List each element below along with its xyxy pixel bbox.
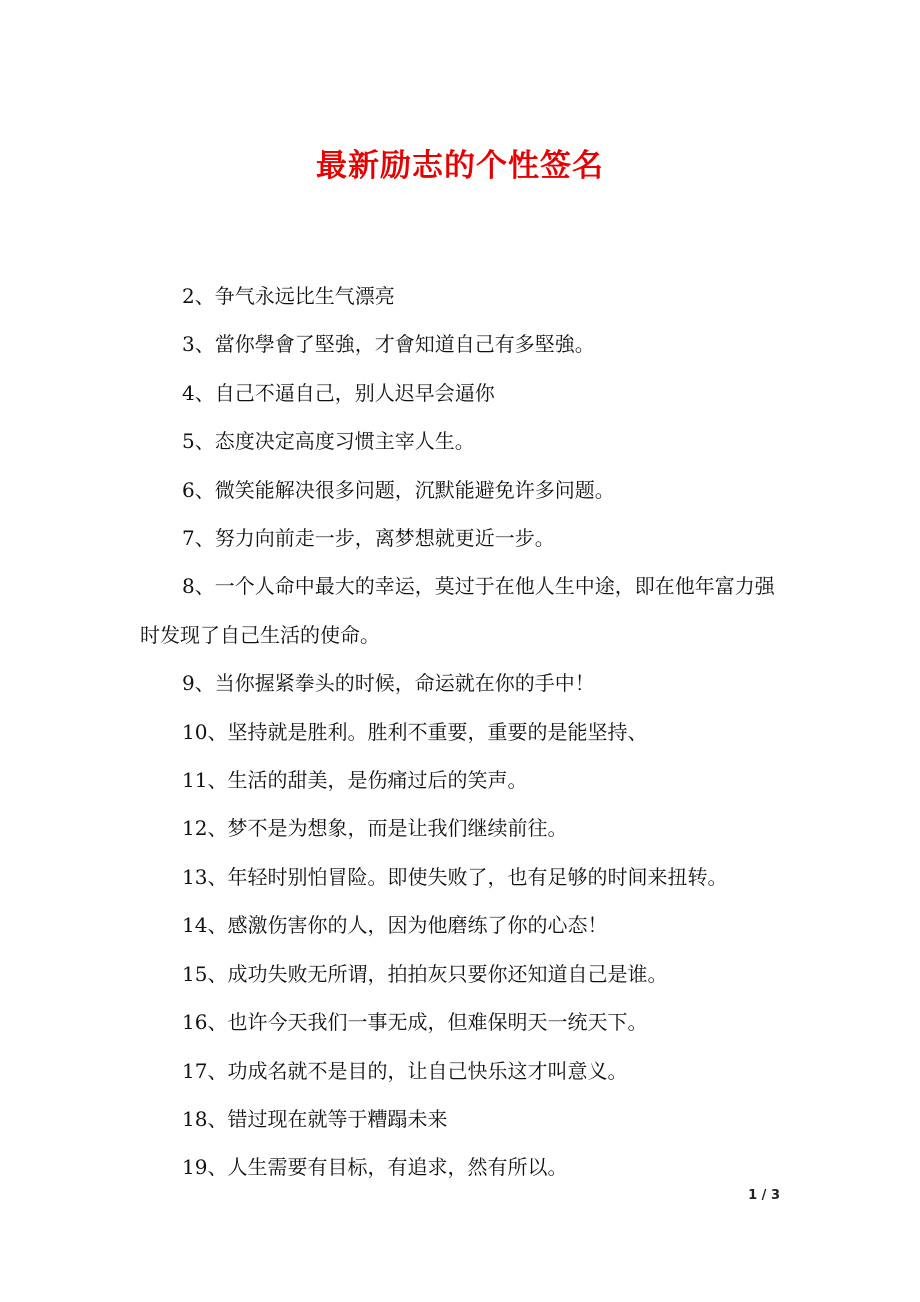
list-item: 13、年轻时别怕冒险。即使失败了，也有足够的时间来扭转。 bbox=[182, 864, 728, 889]
document-body bbox=[140, 272, 790, 1192]
list-item: 15、成功失败无所谓，拍拍灰只要你还知道自己是谁。 bbox=[182, 961, 668, 986]
document-title: 最新励志的个性签名 bbox=[316, 148, 604, 184]
list-item: 10、坚持就是胜利。胜利不重要，重要的是能坚持、 bbox=[182, 719, 648, 744]
list-item: 17、功成名就不是目的，让自己快乐这才叫意义。 bbox=[182, 1058, 628, 1083]
list-item: 7、努力向前走一步，离梦想就更近一步。 bbox=[182, 526, 555, 551]
list-item: 3、當你學會了堅強，才會知道自己有多堅強。 bbox=[182, 332, 595, 357]
list-item: 2、争气永远比生气漂亮 bbox=[182, 284, 395, 308]
list-item: 11、生活的甜美，是伤痛过后的笑声。 bbox=[182, 768, 528, 793]
page-number: 1 / 3 bbox=[748, 1188, 780, 1203]
list-item: 16、也许今天我们一事无成，但难保明天一统天下。 bbox=[182, 1010, 648, 1035]
list-item: 8、一个人命中最大的幸运，莫过于在他人生中途，即在他年富力强时发现了自己生活的使命。 bbox=[140, 574, 775, 647]
list-item: 19、人生需要有目标，有追求，然有所以。 bbox=[182, 1155, 568, 1180]
list-item: 4、自己不逼自己，别人迟早会逼你 bbox=[182, 380, 495, 405]
list-item: 12、梦不是为想象，而是让我们继续前往。 bbox=[182, 816, 568, 841]
list-item: 14、感激伤害你的人，因为他磨练了你的心态！ bbox=[182, 913, 608, 938]
list-item: 6、微笑能解决很多问题，沉默能避免许多问题。 bbox=[182, 477, 615, 502]
list-item: 18、错过现在就等于糟蹋未来 bbox=[182, 1106, 448, 1131]
list-item: 9、当你握紧拳头的时候，命运就在你的手中！ bbox=[182, 671, 595, 696]
list-item: 5、态度决定高度习惯主宰人生。 bbox=[182, 429, 475, 454]
